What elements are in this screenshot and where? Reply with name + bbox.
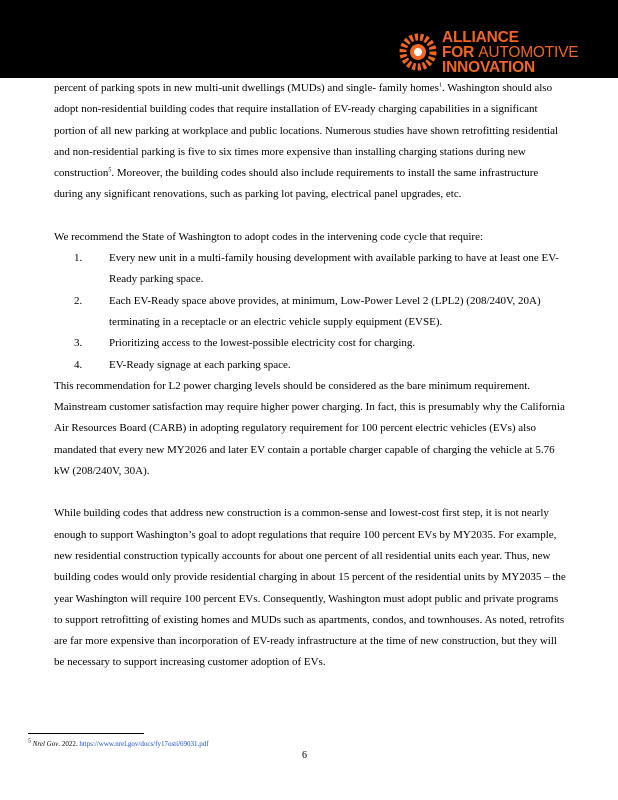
footnote: $^5$ Nrel Gov. 2022. https://www.nrel.gov/docs/fy17osti/69031.pdf — [28, 738, 209, 748]
logo-line1: ALLIANCE — [442, 29, 519, 46]
document-body — [54, 78, 566, 674]
footnote-ref: 5 — [108, 167, 112, 174]
list-item: 1. Every new unit in a multi-family housing development with available parking to have at least one EV-Ready parking space. — [74, 252, 559, 286]
paragraph-4: While building codes that address new construction is a common-sense and lowest-cost first step, it is not nearly enough to support Washington’s goal to adopt regulations that require 100 percent EVs by MY2035. For example, new residential construction typically accounts for about one percent of all residential units each year. Thus, new building codes would only provide residential charging in about 15 percent of the residential units by MY2035 – the year Washington will require 100 percent EVs. Consequently, Washington must adopt public and private programs to support retrofitting of existing homes and MUDs such as apartments, condos, and townhouses. As noted, retrofits are far more expensive than incorporation of EV-ready infrastructure at the time of new construction, but they will be necessary to support increasing customer adoption of EVs. — [54, 507, 566, 669]
footnote-ref: 1 — [438, 82, 442, 89]
logo-gear-icon — [398, 32, 438, 72]
recommendation-list — [54, 248, 566, 376]
paragraph-2-intro: We recommend the State of Washington to adopt codes in the intervening code cycle that require: — [54, 230, 484, 243]
list-item: 2. Each EV-Ready space above provides, at minimum, Low-Power Level 2 (LPL2) (208/240V, 20A) terminating in a receptacle or an electric vehicle supply equipment (EVSE). — [74, 294, 541, 328]
list-item: 3. Prioritizing access to the lowest-possible electricity cost for charging. — [74, 337, 416, 350]
paragraph-1: percent of parking spots in new multi-unit dwellings (MUDs) and single- family homes$^1$. Washington should also adopt non-residential building codes that require installation of EV-ready charging capabilities in a significant portion of all new parking at workplace and public locations. Numerous studies have shown retrofitting residential and non-residential parking is five to six times more expensive than installing charging stations during new construction$^5$. Moreover, the building codes should also include requirements to install the same infrastructure during any significant renovations, such as parking lot paving, electrical panel upgrades, etc. — [54, 82, 559, 201]
page-number: 6 — [302, 750, 307, 761]
logo-line2: FOR AUTOMOTIVE — [442, 44, 579, 61]
paragraph-3: This recommendation for L2 power charging levels should be considered as the bare minimum requirement. Mainstream customer satisfaction may require higher power charging. In fact, this is presumably why the California Air Resources Board (CARB) in adopting regulatory requirement for 100 percent electric vehicles (EVs) also mandated that every new MY2026 and later EV contain a portable charger capable of charging the vehicle at 5.76 kW (208/240V, 30A). — [54, 379, 565, 478]
footnote-link[interactable]: https://www.nrel.gov/docs/fy17osti/69031.pdf — [79, 740, 209, 748]
logo-line3: INNOVATION — [442, 59, 536, 76]
alliance-logo — [398, 30, 598, 78]
list-item: 4. EV-Ready signage at each parking space. — [74, 358, 291, 371]
logo-wordmark — [442, 30, 578, 75]
footnote-divider — [28, 733, 144, 734]
